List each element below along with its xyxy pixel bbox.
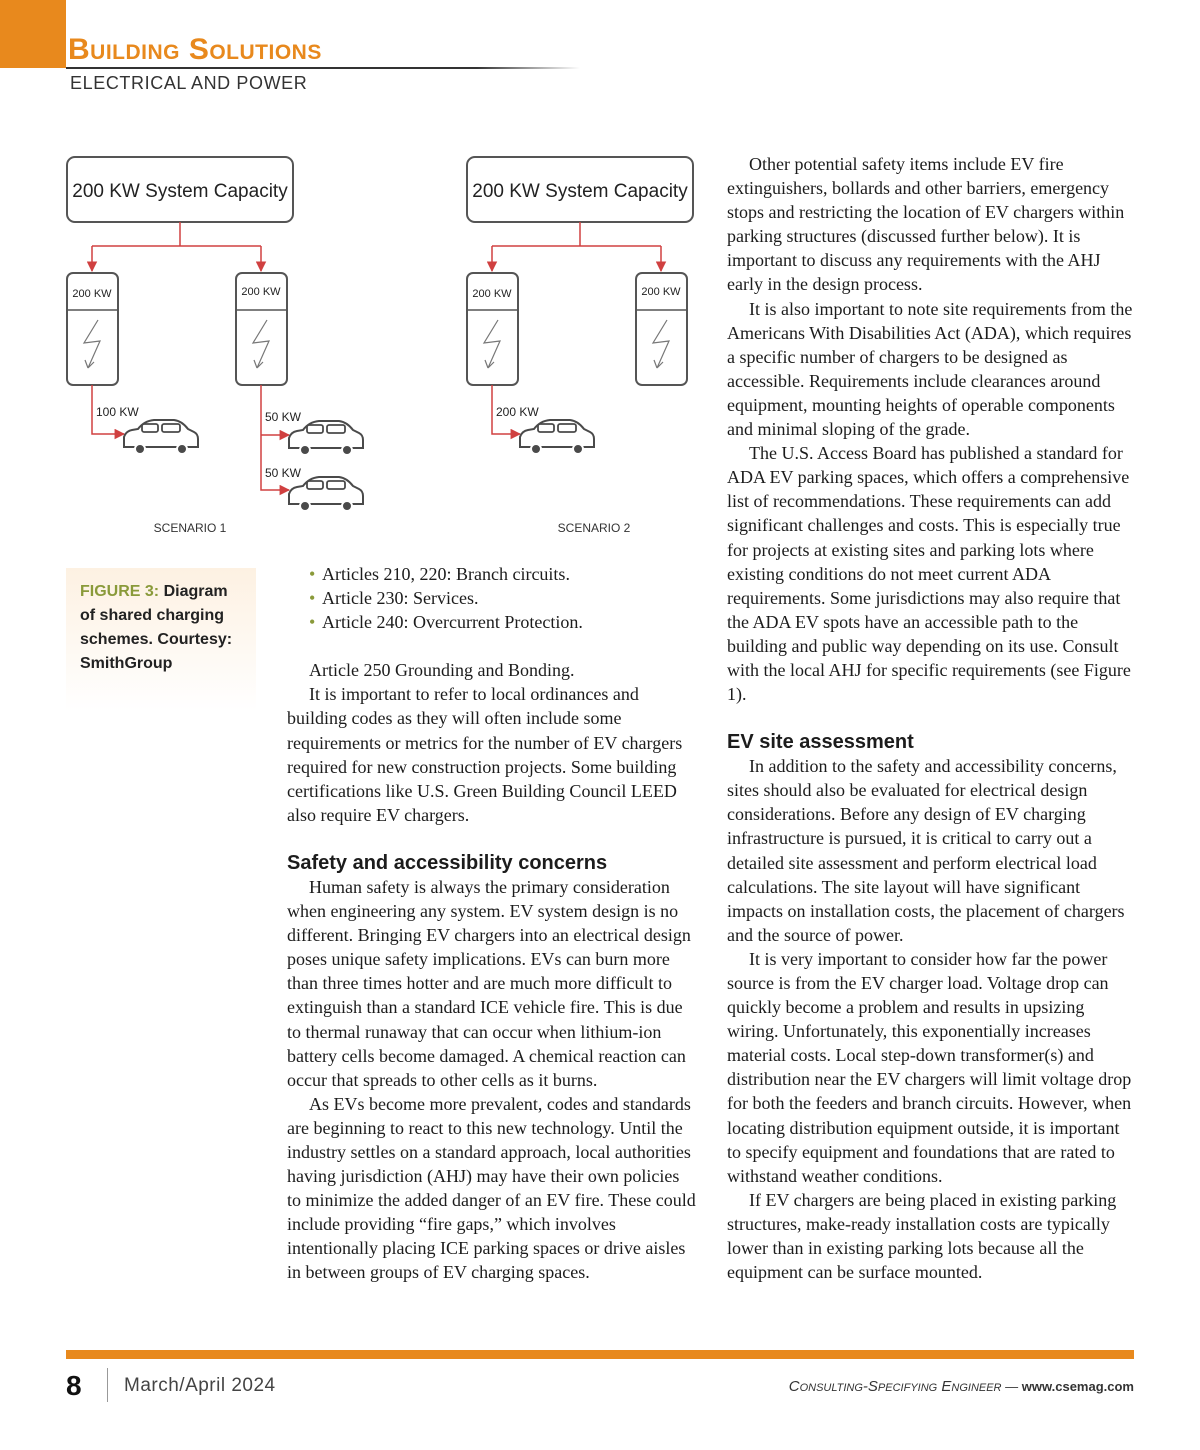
figure-caption-label: FIGURE 3: [80, 583, 160, 600]
body-paragraph: Other potential safety items include EV fire extinguishers, bollards and other barriers, emergency stops and restricting the location of EV chargers within parking structures (discussed further below). It is important to discuss any requirements with the AHJ early in the design process. [727, 154, 1125, 295]
shared-charging-diagram [60, 150, 710, 545]
publication-info [789, 1378, 1134, 1395]
scenario-1-car-3 [289, 477, 363, 511]
scenario-1-capacity-label: 200 KW System Capacity [72, 181, 288, 202]
scenario-2-car-1 [520, 420, 594, 454]
scenario-1 [67, 157, 363, 535]
body-paragraph: As EVs become more prevalent, codes and standards are beginning to react to this new technology. Until the industry settles on a standard approach, local authorities having jurisdiction (AHJ) may have their own policies to minimize the added danger of an EV fire. These could include providing “fire gaps,” which involves intentionally placing ICE parking spaces or drive aisles in between groups of EV charging spaces. [287, 1093, 696, 1283]
body-paragraph: It is very important to consider how far the power source is from the EV charger load. Voltage drop can quickly become a problem and results in upsizing wiring. Unfortunately, this exponentially increases material costs. Local step-down transformer(s) and distribution near the EV chargers will limit voltage drop for both the feeders and branch circuits. However, when locating distribution equipment outside, it is important to specify equipment and foundations that are rated to withstand weather conditions. [727, 948, 1132, 1186]
middle-column [287, 562, 697, 1285]
body-paragraph: It is important to refer to local ordinances and building codes as they will often include some requirements or metrics for the number of EV chargers required for new construction projects. Some building certifications like U.S. Green Building Council LEED also require EV chargers. [287, 684, 683, 825]
footer-bar [66, 1350, 1134, 1359]
right-column [727, 152, 1137, 1284]
scenario-2-charger-a-label: 200 KW [472, 288, 512, 300]
scenario-1-feed-1: 100 KW [96, 405, 139, 419]
scenario-2 [467, 157, 693, 535]
body-paragraph: The U.S. Access Board has published a standard for ADA EV parking spaces, which offers a comprehensive list of recommendations. These requirements can add significant challenges and costs. This is especially true for projects at existing sites and parking lots where existing conditions do not meet current ADA requirements. Some jurisdictions may also require that the ADA EV spots have an accessible path to the building and public way depending on its use. Consult with the local AHJ for specific requirements (see Figure 1). [727, 443, 1131, 705]
body-paragraph: Human safety is always the primary consideration when engineering any system. EV system design is no different. Bringing EV chargers into an electrical design poses unique safety implications. EVs can burn more than three times hotter and are much more difficult to extinguish than a standard ICE vehicle fire. This is due to thermal runaway that can occur when lithium-ion battery cells become damaged. A chemical reaction can occur that spreads to other cells as it burns. [287, 876, 691, 1090]
section-title: Building Solutions [68, 33, 322, 66]
body-paragraph: In addition to the safety and accessibility concerns, sites should also be evaluated for electrical design considerations. Before any design of EV charging infrastructure is pursued, it is critical to carry out a detailed site assessment and perform electrical load calculations. The site layout will have significant impacts on installation costs, the placement of chargers and the source of power. [727, 756, 1125, 945]
footer-separator: — [1005, 1379, 1019, 1394]
scenario-1-charger-a-label: 200 KW [72, 288, 112, 300]
body-paragraph: It is also important to note site requirements from the Americans With Disabilities Act (ADA), which requires a specific number of chargers to be designed as accessible. Requirements include clearances around equipment, mounting heights of operable components and minimal sloping of the grade. [727, 298, 1133, 440]
scenario-1-charger-b-label: 200 KW [241, 286, 281, 298]
scenario-2-charger-b-label: 200 KW [641, 286, 681, 298]
list-item: • Articles 210, 220: Branch circuits. [309, 562, 697, 586]
figure-caption-text: Diagram of shared charging schemes. Courtesy: SmithGroup [80, 583, 233, 672]
section-heading-safety: Safety and accessibility concerns [287, 851, 608, 874]
publication-url[interactable]: www.csemag.com [1021, 1379, 1134, 1394]
list-item: • Article 230: Services. [309, 586, 697, 610]
scenario-2-feed-1: 200 KW [496, 405, 539, 419]
header-orange-tab [0, 0, 66, 68]
scenario-1-car-2 [289, 421, 363, 455]
scenario-2-label: SCENARIO 2 [557, 521, 631, 535]
scenario-1-label: SCENARIO 1 [153, 521, 227, 535]
footer-divider [107, 1368, 108, 1402]
figure-caption [66, 568, 256, 712]
scenario-2-capacity-label: 200 KW System Capacity [472, 181, 688, 202]
body-paragraph: Article 250 Grounding and Bonding. [309, 660, 575, 681]
list-item: • Article 240: Overcurrent Protection. [309, 610, 697, 634]
section-heading-site-assessment: EV site assessment [727, 731, 914, 754]
header-rule [66, 67, 580, 69]
scenario-1-feed-3: 50 KW [265, 466, 302, 480]
page-number: 8 [66, 1370, 82, 1401]
scenario-1-feed-2: 50 KW [265, 410, 302, 424]
section-subtitle: ELECTRICAL AND POWER [70, 73, 308, 93]
issue-date: March/April 2024 [124, 1375, 276, 1396]
article-list [287, 562, 697, 634]
scenario-1-car-1 [124, 420, 198, 454]
body-paragraph: If EV chargers are being placed in existing parking structures, make-ready installation costs are typically lower than in existing parking lots because all the equipment can be surface mounted. [727, 1189, 1117, 1283]
publication-name: Consulting-Specifying Engineer [788, 1378, 1002, 1395]
